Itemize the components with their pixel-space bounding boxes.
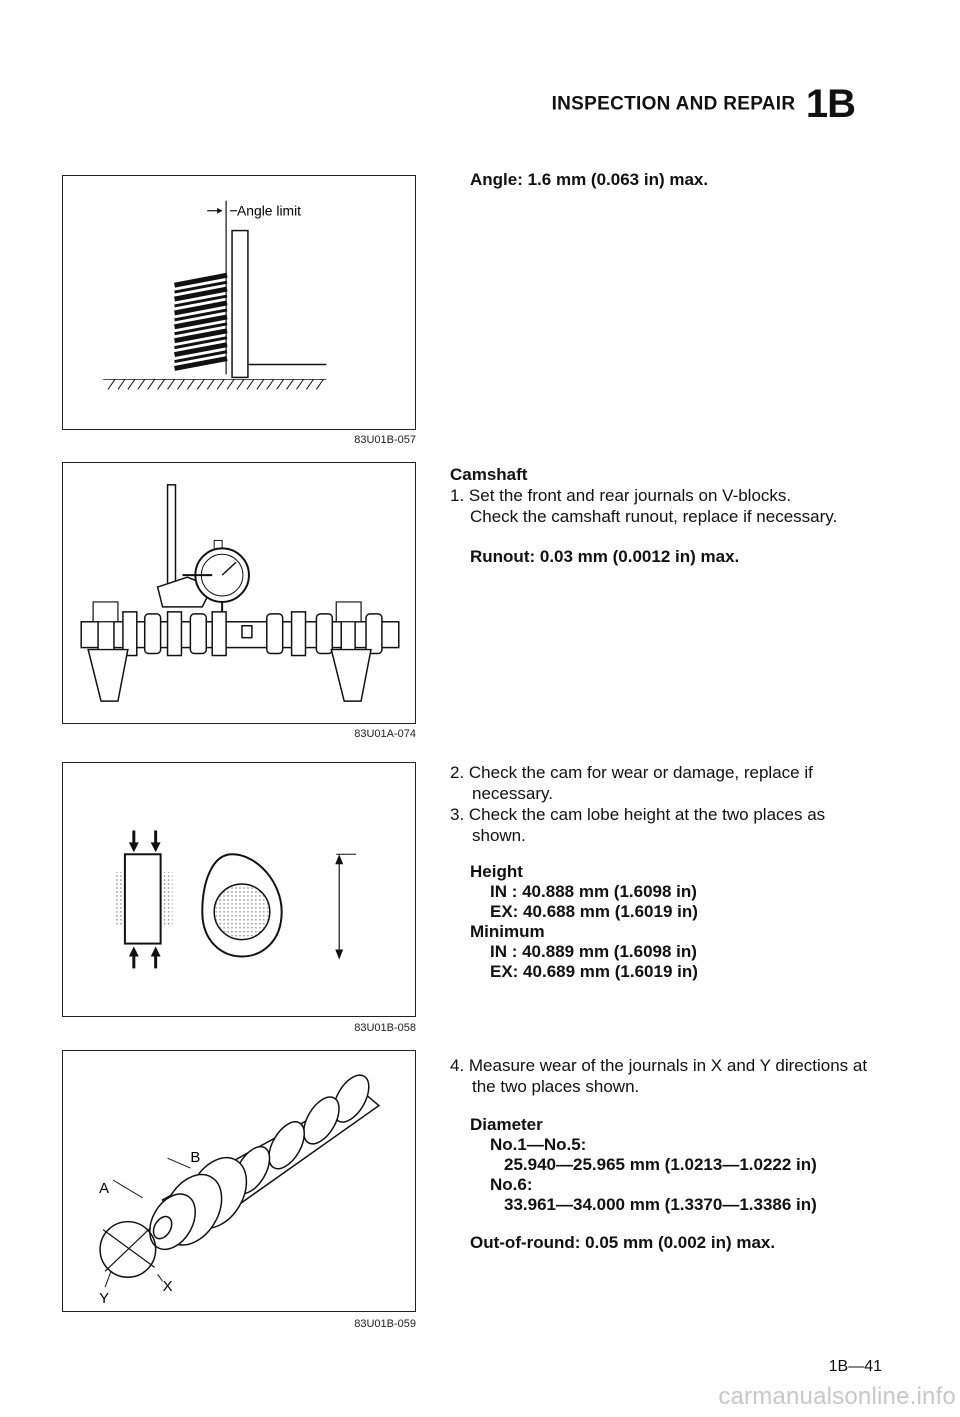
- height-ex: EX: 40.688 mm (1.6019 in): [490, 902, 698, 921]
- step3: 3. Check the cam lobe height at the two places as shown.: [450, 805, 826, 845]
- watermark: carmanualsonline.info: [718, 1383, 956, 1410]
- camshaft-runout-illustration: [63, 463, 415, 723]
- journal-block: [450, 1055, 880, 1253]
- cam-check-block: [450, 762, 880, 982]
- figure-journals: [62, 1050, 416, 1312]
- figure-code-3: 83U01B-058: [354, 1022, 416, 1034]
- no1-5-label: No.1—No.5:: [490, 1135, 587, 1154]
- camshaft-heading: Camshaft: [450, 465, 528, 484]
- figure-code-2: 83U01A-074: [354, 728, 416, 740]
- height-heading: Height: [470, 862, 523, 881]
- figure-code-1: 83U01B-057: [354, 434, 416, 446]
- minimum-ex: EX: 40.689 mm (1.6019 in): [490, 962, 698, 981]
- label-a: A: [99, 1180, 109, 1197]
- no6-value: 33.961—34.000 mm (1.3370—1.3386 in): [504, 1195, 817, 1214]
- out-of-round-spec: Out-of-round: 0.05 mm (0.002 in) max.: [470, 1233, 776, 1252]
- minimum-heading: Minimum: [470, 922, 545, 941]
- figure-cam-lobe: [62, 762, 416, 1017]
- figure-code-4: 83U01B-059: [354, 1318, 416, 1330]
- angle-spec: Angle: 1.6 mm (0.063 in) max.: [470, 170, 709, 189]
- header-title: INSPECTION AND REPAIR: [551, 93, 796, 115]
- figure-spring-angle: [62, 175, 416, 430]
- no1-5-value: 25.940—25.965 mm (1.0213—1.0222 in): [504, 1155, 817, 1174]
- step1-line1: 1. Set the front and rear journals on V-blocks.: [450, 486, 792, 505]
- journal-illustration: [63, 1051, 415, 1311]
- diameter-heading: Diameter: [470, 1115, 543, 1134]
- step1-line2: Check the camshaft runout, replace if necessary.: [470, 507, 838, 526]
- label-y: Y: [99, 1291, 109, 1308]
- camshaft-block: [450, 464, 880, 567]
- label-b: B: [190, 1150, 201, 1167]
- figure-camshaft-runout: [62, 462, 416, 724]
- runout-spec: Runout: 0.03 mm (0.0012 in) max.: [470, 547, 740, 566]
- spring-angle-illustration: [63, 176, 415, 429]
- page-number: 1B—41: [828, 1358, 882, 1375]
- angle-limit-label: Angle limit: [237, 202, 302, 219]
- label-x: X: [162, 1279, 173, 1296]
- header-section: 1B: [805, 82, 855, 126]
- step2: 2. Check the cam for wear or damage, replace if necessary.: [450, 763, 813, 803]
- page-header: [552, 82, 855, 127]
- height-in: IN : 40.888 mm (1.6098 in): [490, 882, 697, 901]
- step4: 4. Measure wear of the journals in X and Y directions at the two places shown.: [450, 1056, 868, 1096]
- cam-lobe-illustration: [63, 763, 415, 1016]
- angle-spec-block: [450, 170, 880, 190]
- minimum-in: IN : 40.889 mm (1.6098 in): [490, 942, 697, 961]
- no6-label: No.6:: [490, 1175, 533, 1194]
